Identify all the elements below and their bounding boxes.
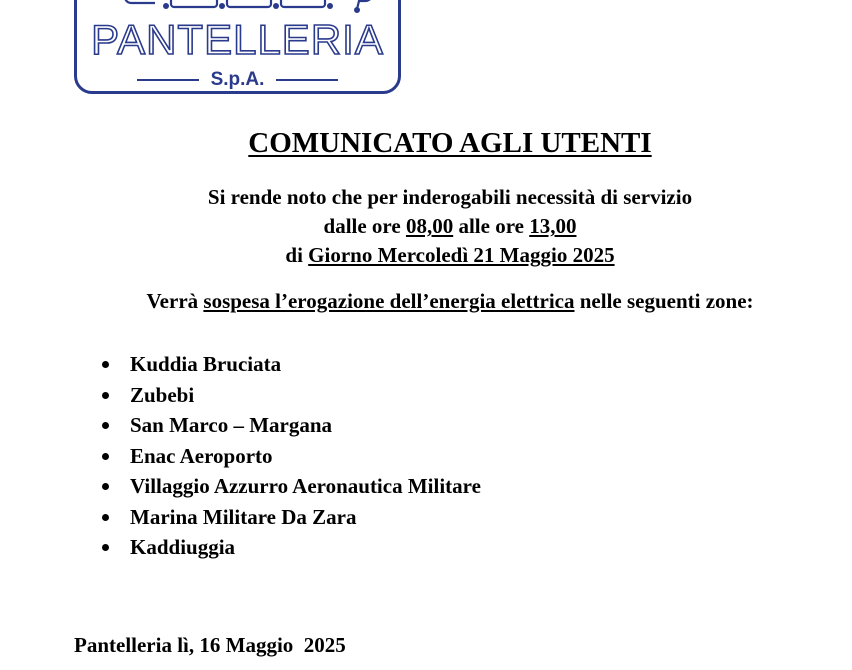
zones-list	[100, 349, 481, 563]
company-logo	[74, 0, 401, 94]
notice-suffix: nelle seguenti zone:	[574, 289, 754, 313]
time-end: 13,00	[529, 214, 577, 238]
outage-notice	[0, 289, 852, 314]
list-item	[100, 349, 481, 380]
bullet-icon	[102, 392, 109, 399]
intro-line-1: Si rende noto che per inderogabili necessità di servizio	[207, 185, 693, 209]
bullet-icon	[102, 422, 109, 429]
zone-name: Marina Militare Da Zara	[130, 504, 357, 529]
list-item	[100, 441, 481, 472]
notice-title: COMUNICATO AGLI UTENTI	[248, 127, 652, 159]
logo-name: PANTELLERIA	[91, 16, 384, 63]
place-date-footer: Pantelleria lì, 16 Maggio 2025	[74, 633, 346, 657]
list-item	[100, 410, 481, 441]
bullet-icon	[102, 483, 109, 490]
bullet-icon	[102, 544, 109, 551]
bullet-icon	[102, 361, 109, 368]
intro-date-prefix: di	[285, 243, 309, 267]
bullet-icon	[102, 514, 109, 521]
intro-line-3	[0, 241, 852, 270]
intro-line-2	[0, 212, 852, 241]
logo-subtitle-row	[77, 69, 398, 91]
list-item	[100, 471, 481, 502]
zone-name: San Marco – Margana	[130, 413, 333, 437]
list-item	[100, 380, 481, 411]
list-item	[100, 532, 481, 563]
time-start: 08,00	[405, 214, 454, 238]
logo-initials-partial	[97, 0, 382, 15]
notice-emphasis: sospesa l’erogazione dell’energia elettrica	[203, 289, 575, 313]
logo-subtitle: S.p.A.	[210, 69, 265, 90]
zone-name: Kuddia Bruciata	[130, 352, 282, 376]
intro-time-prefix: dalle ore	[323, 214, 406, 238]
intro-time-mid: alle ore	[453, 214, 530, 238]
zone-name: Kaddiuggia	[130, 535, 236, 559]
bullet-icon	[102, 453, 109, 460]
intro-block	[0, 183, 852, 270]
zone-name: Villaggio Azzurro Aeronautica Militare	[130, 474, 481, 498]
logo-rule-left	[137, 79, 199, 81]
zone-name: Enac Aeroporto	[130, 443, 273, 468]
logo-rule-right	[276, 79, 338, 81]
zone-name: Zubebi	[130, 382, 195, 407]
list-item	[100, 502, 481, 533]
outage-date: Giorno Mercoledì 21 Maggio 2025	[308, 243, 615, 267]
notice-prefix: Verrà	[146, 289, 204, 313]
